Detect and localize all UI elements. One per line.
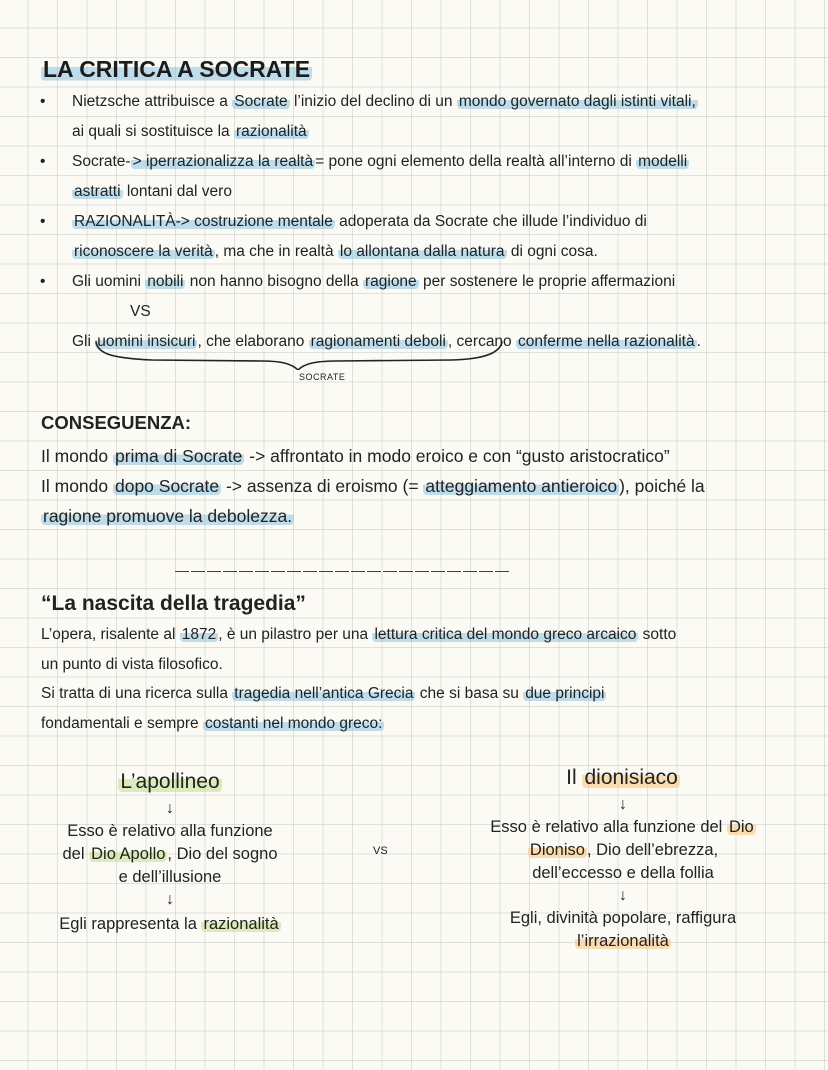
section-title-critica: LA CRITICA A SOCRATE	[43, 56, 311, 82]
nascita-text: L’opera, risalente al 1872 , è un pilastro per una lettura critica del mondo greco arcaico sotto un punto di vista filosofico. Si tratta di una ricerca sulla tragedia nell’antica Grecia che si basa su due principi fondamentali e sempre costanti nel mondo greco:	[41, 626, 677, 732]
apollineo-title: L’apollineo	[120, 770, 220, 793]
section-title-nascita: “La nascita della tragedia”	[41, 592, 306, 615]
brace-label: SOCRATE	[299, 372, 346, 382]
insecure-men-line: Gli uomini insicuri , che elaborano ragionamenti deboli , cercano conferme nella razionalità .	[72, 333, 701, 350]
curly-brace-icon	[92, 340, 512, 370]
bullet-dot-icon: •	[40, 213, 46, 230]
bullet-dot-icon: •	[40, 93, 46, 110]
arrow-down-icon: ↓	[166, 891, 174, 908]
arrow-down-icon: ↓	[619, 796, 627, 813]
bullet-item-4: • Gli uomini nobili non hanno bisogno della ragione per sostenere le proprie affermazioni	[72, 267, 812, 297]
apollineo-column: L’apollineo ↓ Esso è relativo alla funzione del Dio Apollo , Dio del sogno e dell’illusione ↓ Egli rappresenta la razionalità	[30, 766, 310, 937]
vs-center-label: VS	[373, 845, 388, 857]
conseguenza-text: Il mondo prima di Socrate -> affrontato in modo eroico e con “gusto aristocratico” Il mondo dopo Socrate -> assenza di eroismo (= atteggiamento antieroico ), poiché la ragione promuove la debolezza.	[41, 446, 705, 526]
vs-label: VS	[130, 303, 151, 320]
apollineo-result: Egli rappresenta la razionalità	[59, 915, 279, 933]
bullet-dot-icon: •	[40, 273, 46, 290]
bullet-dot-icon: •	[40, 153, 46, 170]
bullet-item-3: • RAZIONALITÀ-> costruzione mentale adoperata da Socrate che illude l’individuo di	[72, 207, 812, 237]
arrow-down-icon: ↓	[166, 800, 174, 817]
bullet-list: • Nietzsche attribuisce a Socrate l’inizio del declino di un mondo governato dagli istinti vitali, ai quali si sostituisce la razionalità • Socrate- > iperrazionalizza la realtà = pone ogni elemento della realtà all’interno di modelli astratti lontani dal vero • RAZIONALITÀ-> costruzione mentale adoperata da Socrate che illude l’individuo di riconoscere la verità , ma che in realtà lo allontana dalla natura di ogni cosa. • Gli uomini nobili non hanno bisogno della ragione per sostenere le proprie affermazioni VS Gli uomini insicuri , che elaborano ragionamenti deboli , cercano conferme nella razionalità .	[72, 87, 812, 357]
section-title-conseguenza: CONSEGUENZA:	[41, 412, 192, 433]
bullet-item-2: • Socrate- > iperrazionalizza la realtà = pone ogni elemento della realtà all’interno di modelli	[72, 147, 812, 177]
bullet-item-1: • Nietzsche attribuisce a Socrate l’inizio del declino di un mondo governato dagli istinti vitali,	[72, 87, 812, 117]
dionisiaco-column: Il dionisiaco ↓ Esso è relativo alla funzione del Dio Dioniso , Dio dell’ebrezza, dell’eccesso e della follia ↓ Egli, divinità popolare, raffigura l’irrazionalità	[455, 762, 791, 953]
dashed-divider: —————————————————————	[175, 562, 511, 578]
arrow-down-icon: ↓	[619, 887, 627, 904]
dionisiaco-title: Il dionisiaco	[566, 766, 678, 789]
